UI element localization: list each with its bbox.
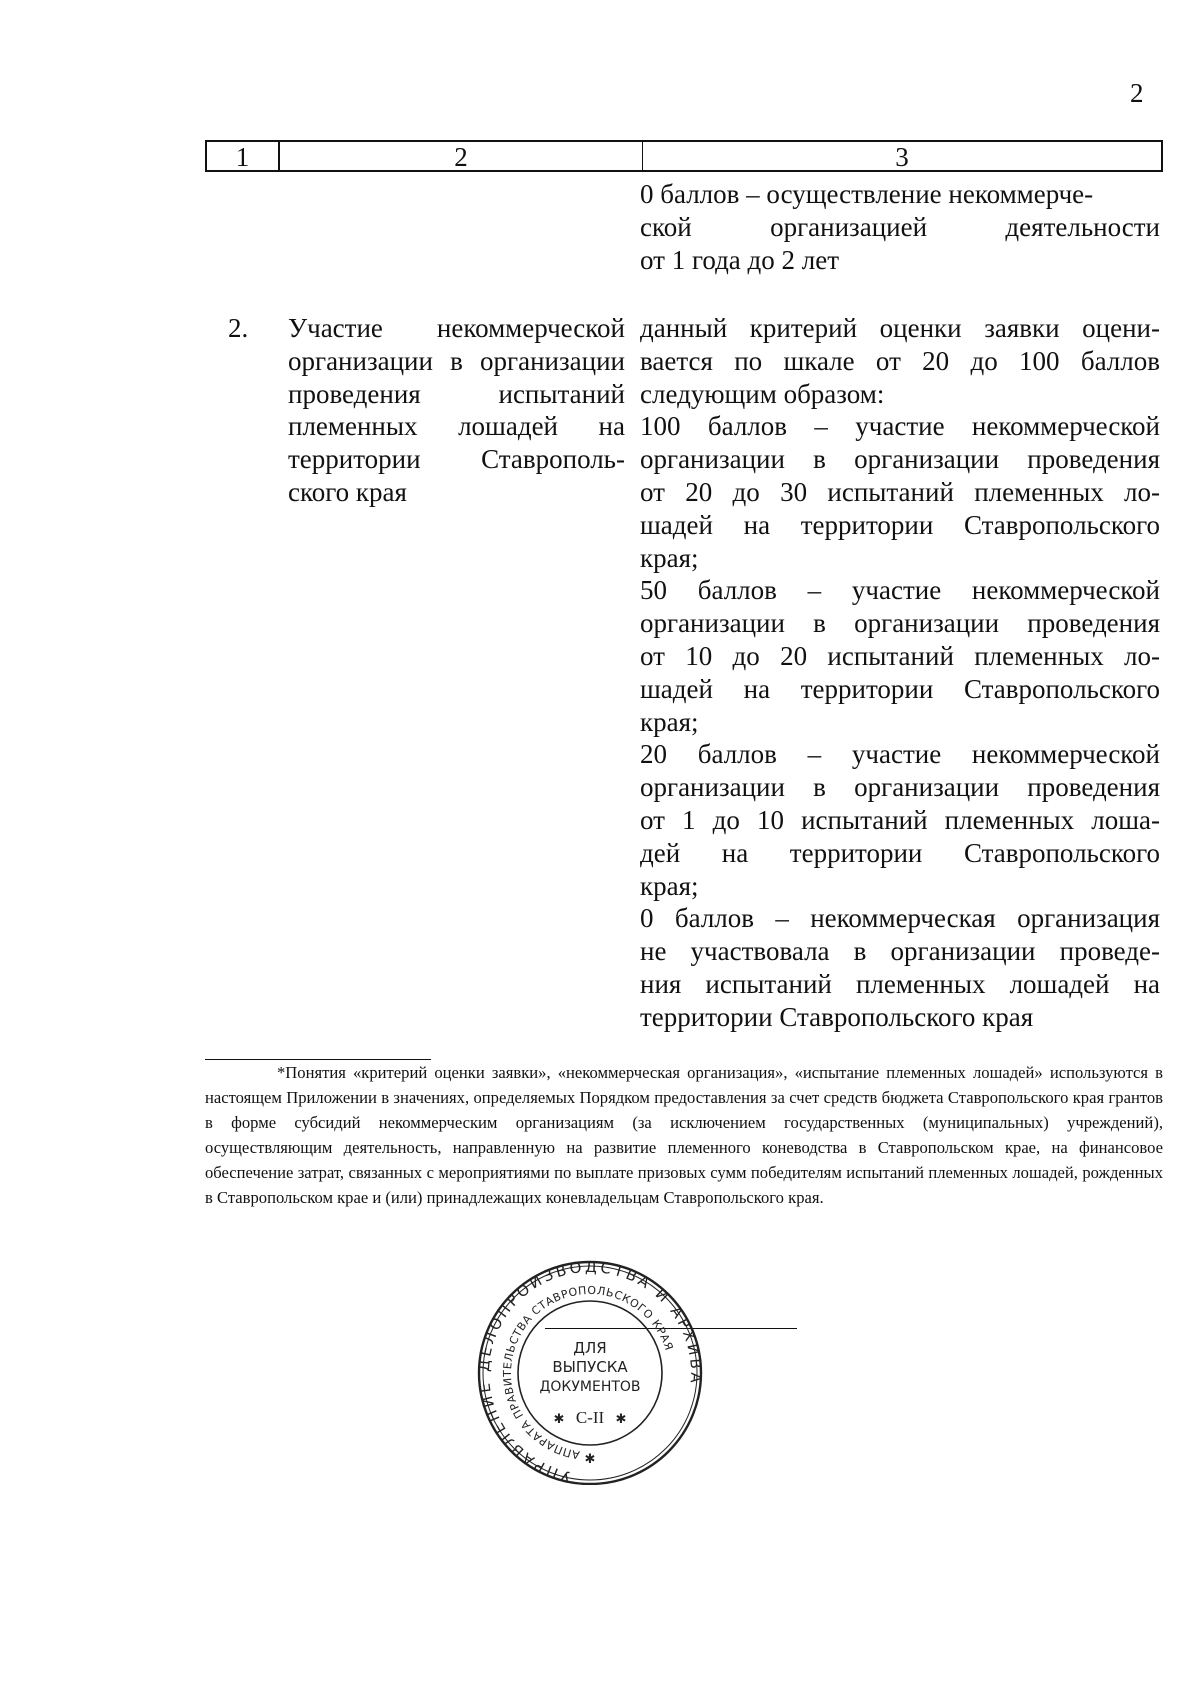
stamp-center-line-3: ДОКУМЕНТОВ [539,1379,641,1395]
stamp-center-line-1: ДЛЯ [573,1339,607,1357]
document-stamp [470,1255,710,1485]
stamp-star-left: ✱ [553,1411,565,1426]
continuation-cell: 0 баллов – осуществление некоммерче- ской организацией деятельности от 1 года до 2 лет [640,179,1160,275]
scoring-cell: данный критерий оценки заявки оцени- вается по шкале от 20 до 100 баллов следующим образом: 100 баллов – участие некоммерческой организации в организации проведения от 20 до 30 испытаний племенных ло- шадей на территории Ставропольского края; 50 баллов – участие некоммерческой организации в организации проведения от 10 до 20 испытаний племенных ло- шадей на территории Ставропольского края; 20 баллов – участие некоммерческой организации в организации проведения от 1 до 10 испытаний племенных лоша- дей на территории Ставропольского края; 0 баллов – некоммерческая организация не участвовала в организации проведе- ния испытаний племенных лошадей на территории Ставропольского края [640,313,1160,1032]
stamp-code: С-II [575,1408,605,1427]
stamp-star-right: ✱ [615,1411,627,1426]
page-number: 2 [1130,78,1144,108]
row-number: 2. [228,313,249,343]
column-3-header: 3 [895,142,909,172]
footnote: *Понятия «критерий оценки заявки», «некоммерческая организация», «испытание племенных лошадей» используются в настоящем Приложении в значениях, определяемых Порядком предоставления за счет средств бюджета Ставропольского края грантов в форме субсидий некоммерческим организациям (за исключением государственных (муниципальных) учреждений), осуществляющим деятельность, направленную на развитие племенного коневодства в Ставропольском крае, на финансовое обеспечение затрат, связанных с мероприятиями по выплате призовых сумм победителям испытаний племенных лошадей, рожденных в Ставропольском крае и (или) принадлежащих коневладельцам Ставропольского края. [205,1063,1163,1207]
stamp-center-line-2: ВЫПУСКА [552,1358,628,1376]
column-2-header: 2 [280,142,643,170]
stamp-star-bottom: ✱ [584,1451,596,1466]
table-header-row [205,140,1163,172]
criterion-cell: Участие некоммерческой организации в организации проведения испытаний племенных лошадей на территории Ставрополь- ского края [288,313,625,507]
stamp-inner-text: АППАРАТА ПРАВИТЕЛЬСТВА СТАВРОПОЛЬСКОГО КРАЯ [500,1283,676,1462]
column-1-header: 1 [207,142,280,170]
stamp-outer-text: УПРАВЛЕНИЕ ДЕЛОПРОИЗВОДСТВА И АРХИВА [474,1257,706,1485]
